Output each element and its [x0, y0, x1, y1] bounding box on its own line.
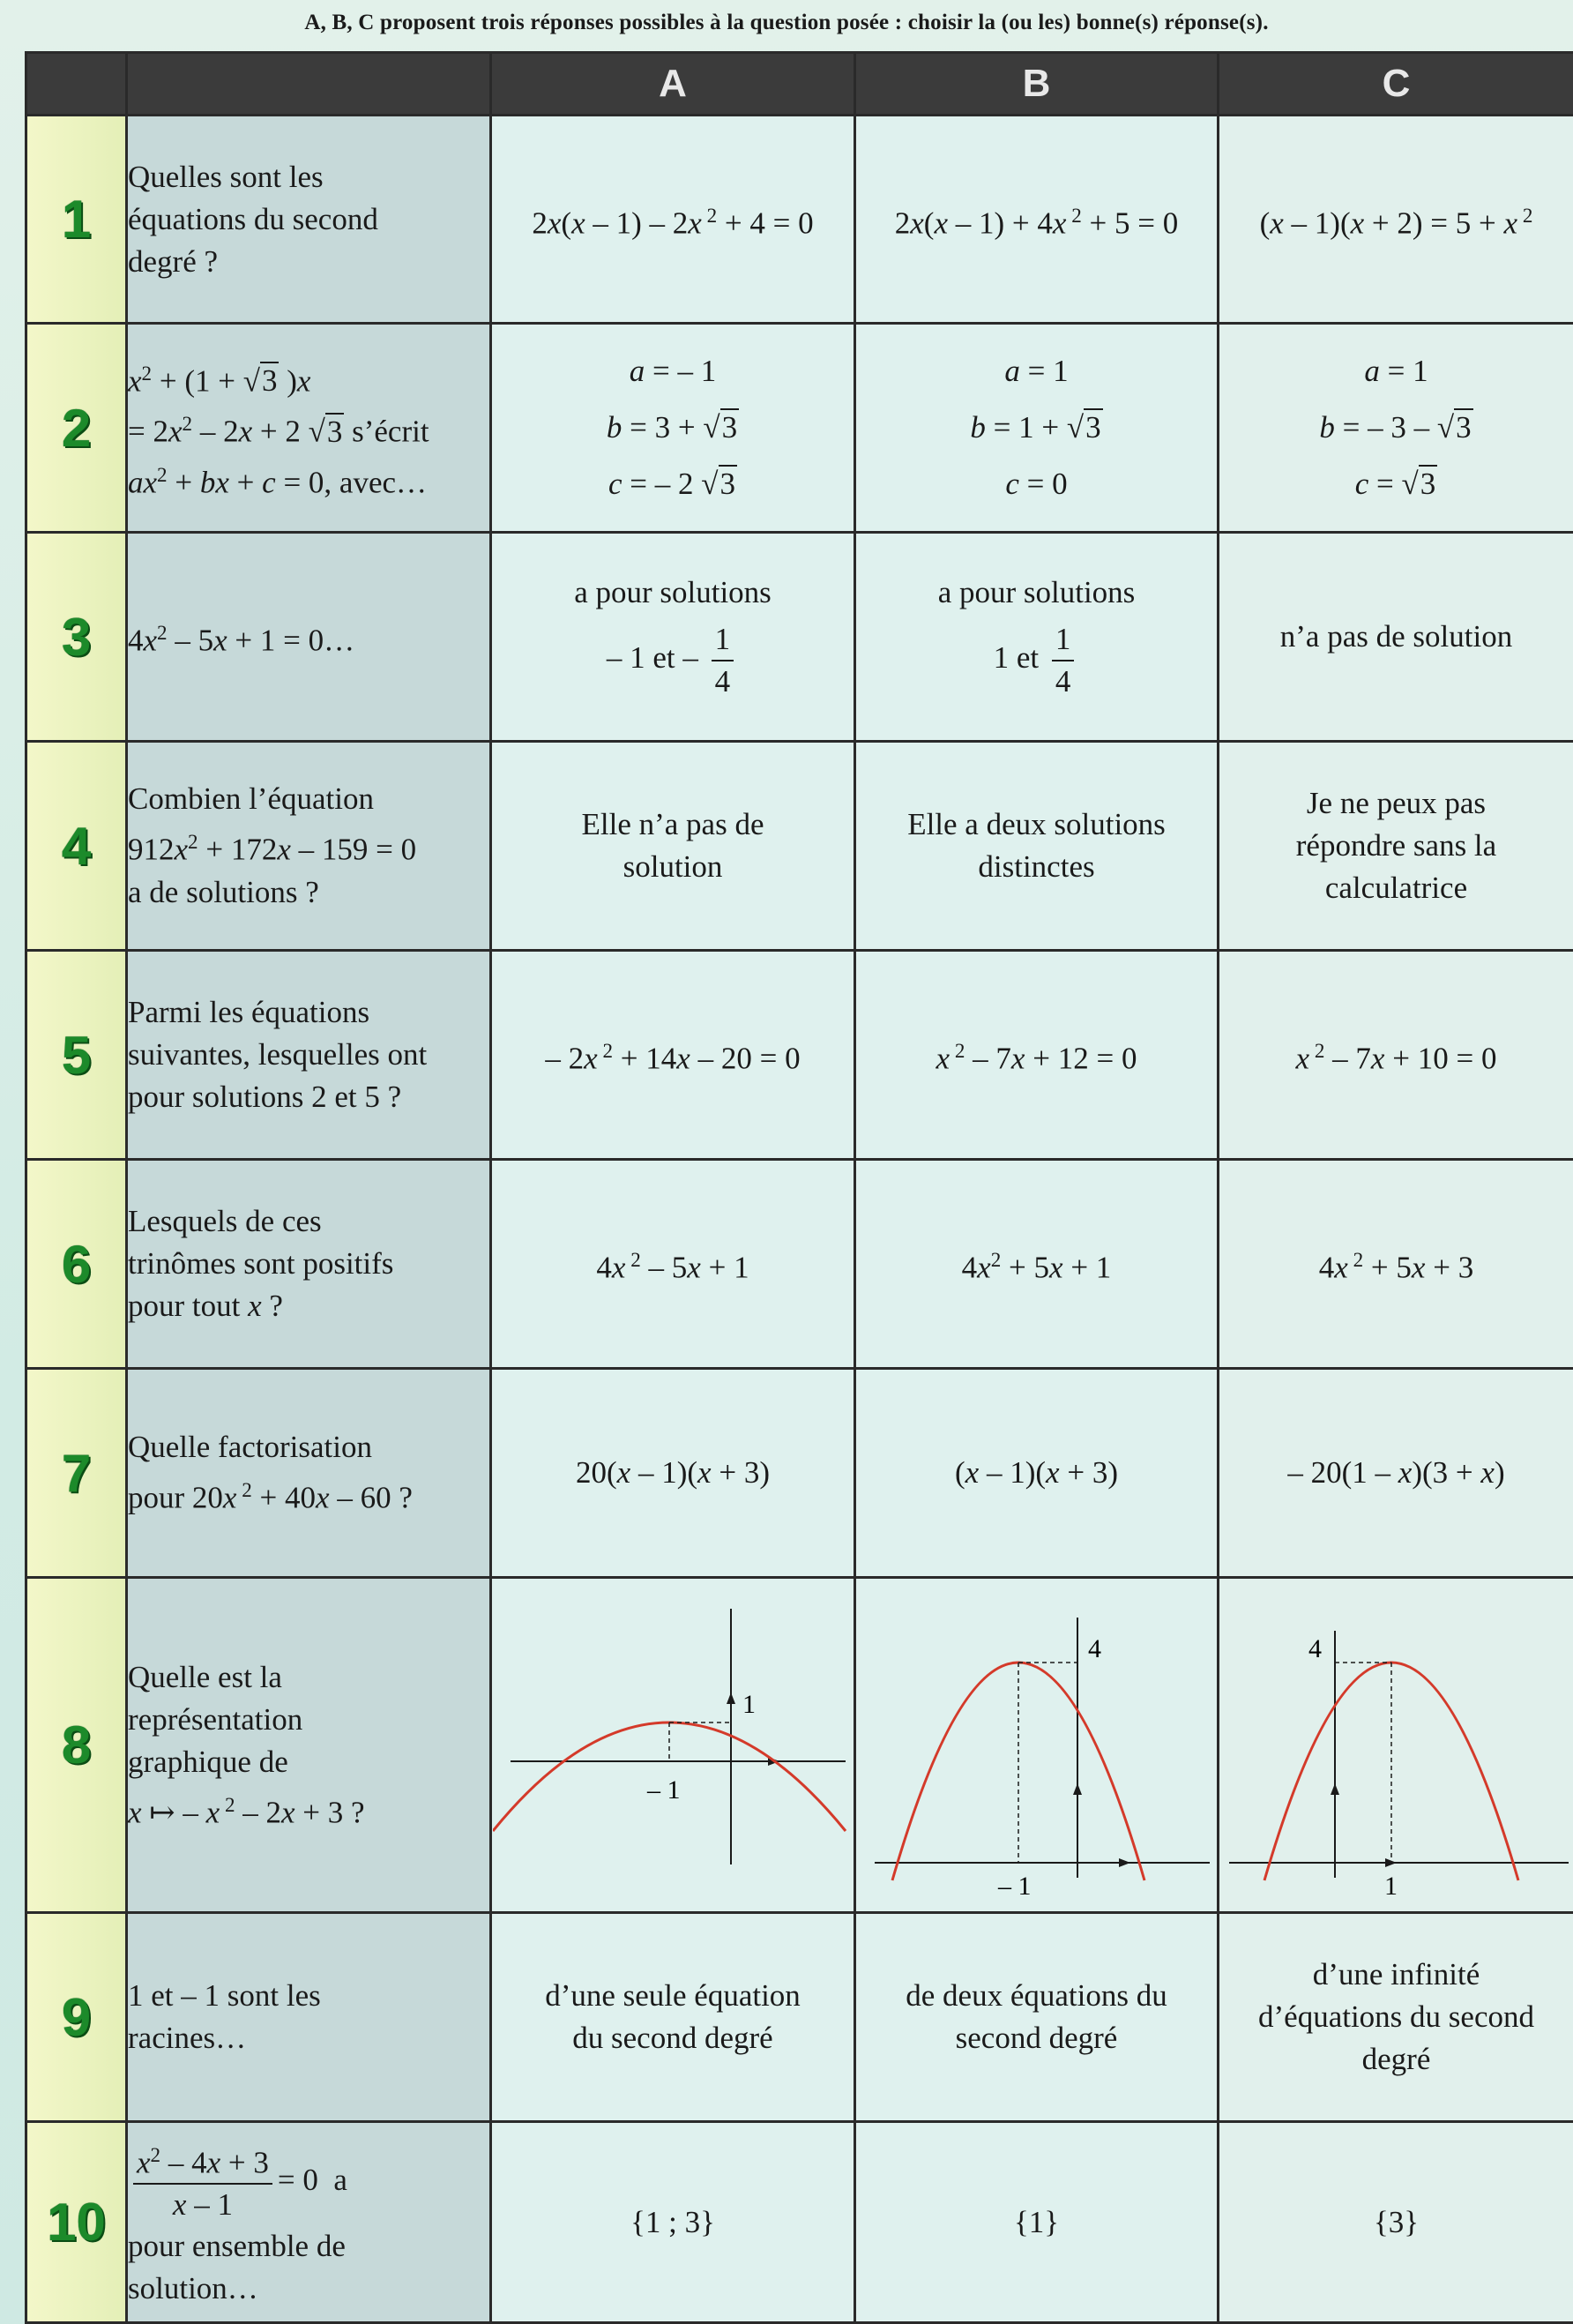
header-b: B [855, 53, 1219, 116]
answer-7c[interactable]: – 20(1 – x)(3 + x) [1219, 1369, 1573, 1578]
answer-9c[interactable]: d’une infinité d’équations du second degré [1219, 1913, 1573, 2122]
answer-3a-line-2: – 1 et – [606, 640, 698, 676]
question-row-5 [26, 951, 1573, 1160]
answer-2c[interactable]: a = 1 b = – 3 – √3 c = √3 [1219, 324, 1573, 533]
question-row-8 [26, 1578, 1573, 1913]
question-row-9 [26, 1913, 1573, 2122]
question-row-2 [26, 324, 1573, 533]
answer-1a[interactable]: 2x(x – 1) – 2x $^2$ + 4 = 0 [491, 116, 855, 324]
graph-b-peak-label: 4 [1087, 1633, 1101, 1663]
answer-4a[interactable]: Elle n’a pas de solution [491, 742, 855, 951]
answer-3a-line-1: a pour solutions [574, 575, 772, 609]
question-2-text: $x^2 + (1 + √3$ )x = $2x^2 - 2x + 2$ √3 s’écrit $ax^2$ + bx + c = 0, avec… [127, 324, 491, 533]
graph-a [493, 1582, 853, 1909]
answer-8b[interactable] [855, 1578, 1219, 1913]
question-row-6 [26, 1160, 1573, 1369]
instruction-text: A, B, C proposent trois réponses possibles à la question posée : choisir la (ou les) bonne(s) réponse(s). [304, 11, 1269, 34]
answer-9b[interactable]: de deux équations du second degré [855, 1913, 1219, 2122]
answer-3b-line-1: a pour solutions [937, 575, 1136, 609]
q4-line-1: Combien l’équation [128, 781, 374, 817]
answer-3b-line-2: 1 et [993, 640, 1040, 676]
q1-line-3: degré ? [128, 243, 219, 279]
graph-b-x-arrow [1119, 1858, 1130, 1867]
question-9-text: 1 et – 1 sont les racines… [127, 1913, 491, 2122]
answer-6b[interactable]: $4x^2 + 5x + 1$ [855, 1160, 1219, 1369]
graph-b [857, 1582, 1217, 1909]
question-1-text [127, 116, 491, 324]
question-10-text: $\frac{x^2 - 4x + 3}{x - 1}$ = 0 a pour ensemble de solution… [127, 2122, 491, 2323]
question-7-text: Quelle factorisation pour 20x $^2$ + 40x – 60 ? [127, 1369, 491, 1578]
question-number-1: 1 [26, 116, 127, 324]
header-c: C [1219, 53, 1573, 116]
question-number-10: 10 [26, 2122, 127, 2323]
answer-7a[interactable]: 20(x – 1)(x + 3) [491, 1369, 855, 1578]
quiz-table [25, 51, 1573, 2324]
answer-3b[interactable]: a pour solutions 1 et $\frac{1}{4}$ [855, 533, 1219, 742]
graph-a-peak-label: 1 [742, 1689, 756, 1719]
question-number-5: 5 [26, 951, 127, 1160]
question-number-2: 2 [26, 324, 127, 533]
answer-10b[interactable]: {1} [855, 2122, 1219, 2323]
question-number-8: 8 [26, 1578, 127, 1913]
header-row [26, 53, 1573, 116]
question-6-text: Lesquels de ces trinômes sont positifs pour tout x ? [127, 1160, 491, 1369]
answer-7b[interactable]: (x – 1)(x + 3) [855, 1369, 1219, 1578]
answer-3a[interactable]: a pour solutions – 1 et – $\frac{1}{4}$ [491, 533, 855, 742]
answer-6a[interactable]: 4x $^2$ – 5x + 1 [491, 1160, 855, 1369]
graph-c-x-label: 1 [1383, 1871, 1398, 1901]
answer-3c[interactable]: n’a pas de solution [1219, 533, 1573, 742]
question-number-6: 6 [26, 1160, 127, 1369]
answer-5b[interactable]: x $^2$ – 7x + 12 = 0 [855, 951, 1219, 1160]
graph-b-x-label: – 1 [997, 1871, 1031, 1901]
answer-9a[interactable]: d’une seule équation du second degré [491, 1913, 855, 2122]
answer-5c[interactable]: x $^2$ – 7x + 10 = 0 [1219, 951, 1573, 1160]
question-4-text: Combien l’équation $912x^2 + 172x - 159 = 0$ a de solutions ? [127, 742, 491, 951]
answer-8a[interactable] [491, 1578, 855, 1913]
q1-line-1: Quelles sont les [128, 159, 324, 194]
answer-10c[interactable]: {3} [1219, 2122, 1573, 2323]
question-number-3: 3 [26, 533, 127, 742]
graph-c-peak-label: 4 [1308, 1633, 1322, 1663]
question-number-4: 4 [26, 742, 127, 951]
question-row-3 [26, 533, 1573, 742]
question-row-1 [26, 116, 1573, 324]
graph-c [1220, 1582, 1573, 1909]
answer-2b[interactable]: a = 1 b = 1 + √3 c = 0 [855, 324, 1219, 533]
header-a: A [491, 53, 855, 116]
question-row-10 [26, 2122, 1573, 2323]
answer-2a[interactable]: a = – 1 b = 3 + √3 c = – 2 √3 [491, 324, 855, 533]
question-8-text: Quelle est la représentation graphique de x ↦ – x $^2$ – 2x + 3 ? [127, 1578, 491, 1913]
answer-10a[interactable]: {1 ; 3} [491, 2122, 855, 2323]
question-3-text: $4x^2 - 5x + 1$ = 0… [127, 533, 491, 742]
header-blank-num [26, 53, 127, 116]
q1-line-2: équations du second [128, 201, 378, 236]
q4-line-3: a de solutions ? [128, 874, 319, 909]
question-row-4 [26, 742, 1573, 951]
graph-b-y-arrow [1073, 1783, 1082, 1795]
answer-1c[interactable]: (x – 1)(x + 2) = 5 + x $^2$ [1219, 116, 1573, 324]
graph-c-y-arrow [1331, 1783, 1339, 1795]
graph-a-y-arrow [727, 1693, 735, 1704]
answer-8c[interactable] [1219, 1578, 1573, 1913]
answer-4b[interactable]: Elle a deux solutions distinctes [855, 742, 1219, 951]
question-number-7: 7 [26, 1369, 127, 1578]
answer-4c[interactable]: Je ne peux pas répondre sans la calculatrice [1219, 742, 1573, 951]
header-blank-question [127, 53, 491, 116]
question-number-9: 9 [26, 1913, 127, 2122]
answer-1b[interactable]: 2x(x – 1) + 4x $^2$ + 5 = 0 [855, 116, 1219, 324]
question-row-7 [26, 1369, 1573, 1578]
answer-5a[interactable]: – 2x $^2$ + 14x – 20 = 0 [491, 951, 855, 1160]
question-5-text: Parmi les équations suivantes, lesquelles ont pour solutions 2 et 5 ? [127, 951, 491, 1160]
graph-a-x-label: – 1 [647, 1775, 681, 1805]
answer-6c[interactable]: 4x $^2$ + 5x + 3 [1219, 1160, 1573, 1369]
